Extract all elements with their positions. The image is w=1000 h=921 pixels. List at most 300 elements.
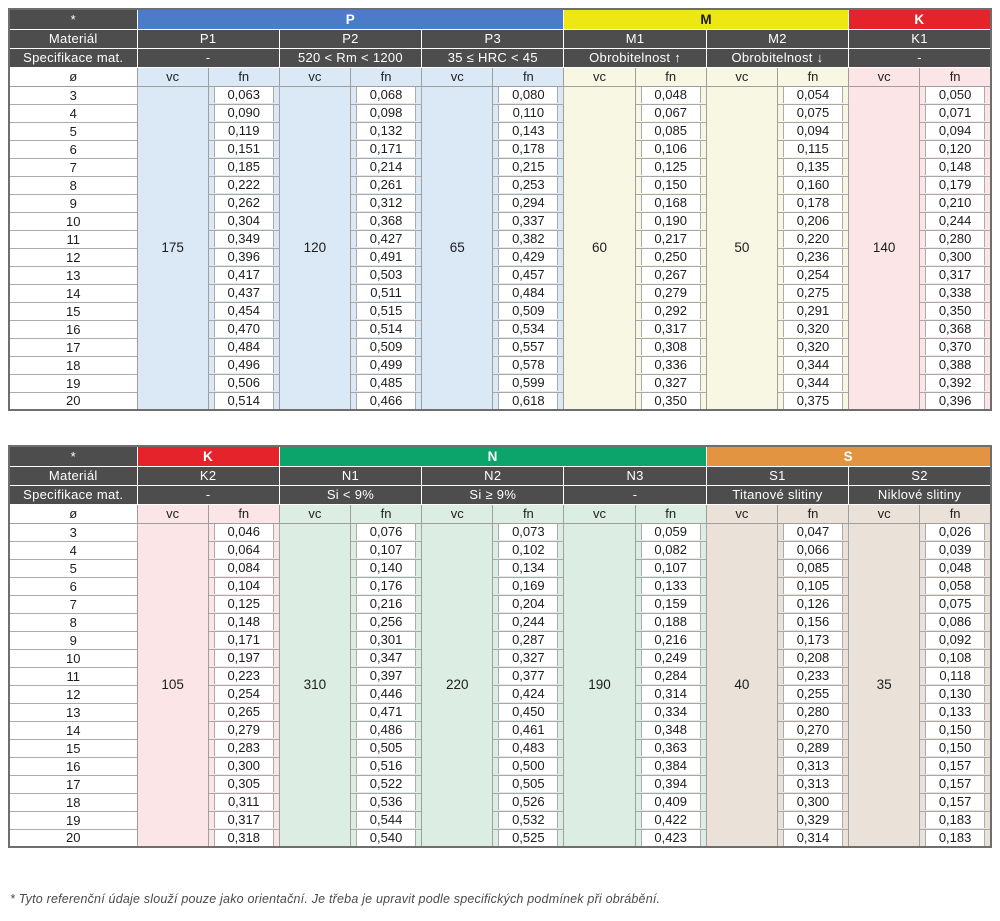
- fn-value-P2: 0,509: [356, 339, 416, 355]
- fn-cell-P1: [208, 194, 279, 212]
- fn-cell-P3: [493, 86, 564, 104]
- fn-cell-P1: [208, 176, 279, 194]
- fn-cell-K2: [208, 775, 279, 793]
- fn-value-P2: 0,515: [356, 303, 416, 319]
- fn-cell-S1: [777, 667, 848, 685]
- fn-value-S1: 0,313: [783, 776, 843, 792]
- fn-cell-S2: [920, 793, 991, 811]
- fn-cell-K1: [920, 248, 991, 266]
- fn-header-S2: fn: [920, 504, 991, 523]
- fn-value-P1: 0,151: [214, 141, 274, 157]
- vc-value-S2: 35: [849, 523, 920, 847]
- fn-cell-N3: [635, 541, 706, 559]
- fn-value-K2: 0,311: [214, 794, 274, 810]
- vc-header-N2: vc: [422, 504, 493, 523]
- fn-cell-K2: [208, 703, 279, 721]
- fn-cell-P2: [350, 356, 421, 374]
- diameter-cell: 5: [9, 559, 137, 577]
- vc-value-M2: 50: [706, 86, 777, 410]
- fn-value-K2: 0,197: [214, 650, 274, 666]
- diameter-cell: 17: [9, 338, 137, 356]
- fn-cell-P1: [208, 338, 279, 356]
- fn-cell-N2: [493, 703, 564, 721]
- fn-cell-K2: [208, 631, 279, 649]
- group-header-N: N: [279, 446, 706, 466]
- fn-cell-P2: [350, 86, 421, 104]
- fn-value-N1: 0,446: [356, 686, 416, 702]
- fn-cell-P3: [493, 338, 564, 356]
- fn-value-N3: 0,216: [641, 632, 701, 648]
- fn-cell-P1: [208, 158, 279, 176]
- fn-cell-N3: [635, 793, 706, 811]
- fn-value-P1: 0,484: [214, 339, 274, 355]
- fn-cell-P1: [208, 122, 279, 140]
- fn-cell-N1: [350, 775, 421, 793]
- fn-cell-N1: [350, 577, 421, 595]
- fn-value-P2: 0,511: [356, 285, 416, 301]
- fn-cell-M2: [777, 140, 848, 158]
- fn-cell-K1: [920, 356, 991, 374]
- vc-header-P1: vc: [137, 67, 208, 86]
- fn-cell-P1: [208, 140, 279, 158]
- fn-cell-S2: [920, 649, 991, 667]
- fn-value-S2: 0,058: [925, 578, 985, 594]
- diameter-cell: 12: [9, 248, 137, 266]
- fn-value-N2: 0,327: [498, 650, 558, 666]
- fn-cell-P1: [208, 302, 279, 320]
- fn-value-N3: 0,059: [641, 524, 701, 540]
- fn-value-M1: 0,125: [641, 159, 701, 175]
- material-name-P2: P2: [279, 29, 421, 48]
- material-spec-N2: Si ≥ 9%: [422, 485, 564, 504]
- fn-value-K2: 0,148: [214, 614, 274, 630]
- fn-cell-N1: [350, 649, 421, 667]
- fn-cell-N3: [635, 685, 706, 703]
- diameter-cell: 20: [9, 392, 137, 410]
- fn-cell-N1: [350, 541, 421, 559]
- fn-value-S2: 0,183: [925, 812, 985, 828]
- vc-header-K2: vc: [137, 504, 208, 523]
- group-header-row: [9, 9, 991, 29]
- diameter-cell: 4: [9, 104, 137, 122]
- vc-value-P1: 175: [137, 86, 208, 410]
- fn-cell-K2: [208, 667, 279, 685]
- fn-cell-N2: [493, 811, 564, 829]
- fn-cell-N1: [350, 739, 421, 757]
- vc-header-M1: vc: [564, 67, 635, 86]
- fn-value-M2: 0,254: [783, 267, 843, 283]
- fn-cell-N2: [493, 595, 564, 613]
- fn-cell-M2: [777, 338, 848, 356]
- fn-cell-M1: [635, 140, 706, 158]
- fn-cell-K1: [920, 158, 991, 176]
- fn-value-M2: 0,178: [783, 195, 843, 211]
- fn-cell-K1: [920, 140, 991, 158]
- material-name-M2: M2: [706, 29, 848, 48]
- fn-value-P2: 0,368: [356, 213, 416, 229]
- fn-cell-M2: [777, 356, 848, 374]
- fn-value-N3: 0,334: [641, 704, 701, 720]
- fn-value-N2: 0,244: [498, 614, 558, 630]
- fn-value-P1: 0,262: [214, 195, 274, 211]
- fn-cell-M1: [635, 392, 706, 410]
- fn-value-K1: 0,350: [925, 303, 985, 319]
- fn-cell-K1: [920, 212, 991, 230]
- group-header-K: K: [137, 446, 279, 466]
- material-name-row: [9, 29, 991, 48]
- fn-cell-S2: [920, 829, 991, 847]
- fn-value-N1: 0,505: [356, 740, 416, 756]
- fn-value-N3: 0,249: [641, 650, 701, 666]
- fn-value-K2: 0,125: [214, 596, 274, 612]
- fn-cell-P3: [493, 122, 564, 140]
- vc-header-K1: vc: [849, 67, 920, 86]
- fn-cell-N3: [635, 775, 706, 793]
- fn-value-P2: 0,499: [356, 357, 416, 373]
- fn-value-N1: 0,516: [356, 758, 416, 774]
- fn-value-M1: 0,308: [641, 339, 701, 355]
- fn-value-M1: 0,250: [641, 249, 701, 265]
- fn-value-P1: 0,222: [214, 177, 274, 193]
- fn-value-M1: 0,267: [641, 267, 701, 283]
- fn-cell-P3: [493, 374, 564, 392]
- fn-value-P2: 0,132: [356, 123, 416, 139]
- diameter-cell: 19: [9, 811, 137, 829]
- fn-cell-S2: [920, 595, 991, 613]
- fn-value-M2: 0,135: [783, 159, 843, 175]
- fn-cell-M2: [777, 176, 848, 194]
- fn-cell-P3: [493, 248, 564, 266]
- fn-cell-N2: [493, 757, 564, 775]
- fn-value-N2: 0,505: [498, 776, 558, 792]
- diameter-header: ø: [9, 504, 137, 523]
- vc-value-N3: 190: [564, 523, 635, 847]
- fn-cell-P3: [493, 194, 564, 212]
- fn-value-M1: 0,067: [641, 105, 701, 121]
- fn-cell-N3: [635, 739, 706, 757]
- vc-header-S1: vc: [706, 504, 777, 523]
- fn-cell-M2: [777, 86, 848, 104]
- fn-value-K2: 0,171: [214, 632, 274, 648]
- fn-value-P3: 0,178: [498, 141, 558, 157]
- fn-value-K1: 0,317: [925, 267, 985, 283]
- fn-value-N1: 0,471: [356, 704, 416, 720]
- fn-value-N3: 0,363: [641, 740, 701, 756]
- fn-cell-N2: [493, 541, 564, 559]
- fn-cell-N2: [493, 721, 564, 739]
- fn-cell-N2: [493, 793, 564, 811]
- fn-cell-S2: [920, 811, 991, 829]
- fn-cell-P2: [350, 320, 421, 338]
- fn-cell-S1: [777, 739, 848, 757]
- group-header-S: S: [706, 446, 991, 466]
- fn-value-K1: 0,368: [925, 321, 985, 337]
- fn-value-P3: 0,337: [498, 213, 558, 229]
- fn-cell-K2: [208, 811, 279, 829]
- fn-value-N1: 0,176: [356, 578, 416, 594]
- fn-value-P1: 0,396: [214, 249, 274, 265]
- fn-value-P3: 0,599: [498, 375, 558, 391]
- fn-value-K1: 0,179: [925, 177, 985, 193]
- fn-value-S2: 0,157: [925, 776, 985, 792]
- fn-cell-M2: [777, 284, 848, 302]
- fn-cell-K1: [920, 122, 991, 140]
- fn-cell-P3: [493, 302, 564, 320]
- fn-value-S2: 0,133: [925, 704, 985, 720]
- fn-cell-P3: [493, 356, 564, 374]
- fn-cell-S1: [777, 811, 848, 829]
- fn-value-M1: 0,327: [641, 375, 701, 391]
- fn-cell-N3: [635, 667, 706, 685]
- group-header-P: P: [137, 9, 564, 29]
- fn-cell-P2: [350, 266, 421, 284]
- fn-value-K1: 0,244: [925, 213, 985, 229]
- fn-cell-P3: [493, 104, 564, 122]
- table-row: [9, 86, 991, 104]
- vc-header-N1: vc: [279, 504, 350, 523]
- fn-value-P3: 0,484: [498, 285, 558, 301]
- fn-value-S1: 0,233: [783, 668, 843, 684]
- fn-cell-M2: [777, 248, 848, 266]
- fn-cell-P3: [493, 230, 564, 248]
- fn-cell-N2: [493, 685, 564, 703]
- fn-value-P1: 0,514: [214, 393, 274, 409]
- fn-value-K2: 0,084: [214, 560, 274, 576]
- material-spec-P1: -: [137, 48, 279, 67]
- group-header-K: K: [849, 9, 991, 29]
- fn-cell-K1: [920, 230, 991, 248]
- fn-value-N3: 0,423: [641, 830, 701, 846]
- spec-row-label: Specifikace mat.: [9, 48, 137, 67]
- vc-value-P3: 65: [422, 86, 493, 410]
- fn-cell-P1: [208, 266, 279, 284]
- fn-cell-S1: [777, 559, 848, 577]
- fn-cell-M1: [635, 338, 706, 356]
- fn-cell-S1: [777, 595, 848, 613]
- fn-header-K1: fn: [920, 67, 991, 86]
- fn-cell-P1: [208, 392, 279, 410]
- fn-value-N2: 0,526: [498, 794, 558, 810]
- fn-value-N2: 0,102: [498, 542, 558, 558]
- fn-value-N2: 0,532: [498, 812, 558, 828]
- fn-value-K2: 0,223: [214, 668, 274, 684]
- material-spec-M2: Obrobitelnost ↓: [706, 48, 848, 67]
- fn-value-K1: 0,050: [925, 87, 985, 103]
- fn-cell-N3: [635, 829, 706, 847]
- fn-value-P2: 0,312: [356, 195, 416, 211]
- fn-value-S2: 0,039: [925, 542, 985, 558]
- fn-cell-P2: [350, 248, 421, 266]
- diameter-cell: 11: [9, 230, 137, 248]
- fn-header-P3: fn: [493, 67, 564, 86]
- fn-value-S2: 0,026: [925, 524, 985, 540]
- fn-value-N1: 0,522: [356, 776, 416, 792]
- vc-value-K2: 105: [137, 523, 208, 847]
- material-spec-row: [9, 485, 991, 504]
- fn-cell-S2: [920, 667, 991, 685]
- fn-value-P2: 0,427: [356, 231, 416, 247]
- fn-value-P1: 0,119: [214, 123, 274, 139]
- fn-cell-K1: [920, 86, 991, 104]
- fn-value-P1: 0,349: [214, 231, 274, 247]
- fn-value-K1: 0,396: [925, 393, 985, 409]
- fn-cell-M1: [635, 194, 706, 212]
- material-row-label: Materiál: [9, 466, 137, 485]
- fn-value-P1: 0,454: [214, 303, 274, 319]
- fn-value-S1: 0,156: [783, 614, 843, 630]
- material-name-P3: P3: [422, 29, 564, 48]
- fn-value-M1: 0,048: [641, 87, 701, 103]
- fn-cell-K2: [208, 739, 279, 757]
- fn-value-N3: 0,394: [641, 776, 701, 792]
- fn-cell-K1: [920, 392, 991, 410]
- fn-value-P3: 0,294: [498, 195, 558, 211]
- fn-cell-S1: [777, 541, 848, 559]
- fn-cell-S2: [920, 685, 991, 703]
- fn-cell-N1: [350, 613, 421, 631]
- fn-header-N2: fn: [493, 504, 564, 523]
- fn-value-N2: 0,461: [498, 722, 558, 738]
- fn-value-P3: 0,110: [498, 105, 558, 121]
- fn-value-S2: 0,183: [925, 830, 985, 846]
- fn-value-S2: 0,157: [925, 758, 985, 774]
- fn-value-P1: 0,437: [214, 285, 274, 301]
- fn-value-S1: 0,300: [783, 794, 843, 810]
- fn-value-P3: 0,618: [498, 393, 558, 409]
- fn-value-M2: 0,075: [783, 105, 843, 121]
- fn-cell-N2: [493, 829, 564, 847]
- fn-value-S2: 0,086: [925, 614, 985, 630]
- fn-value-P3: 0,557: [498, 339, 558, 355]
- fn-cell-P2: [350, 158, 421, 176]
- fn-value-N1: 0,486: [356, 722, 416, 738]
- diameter-cell: 15: [9, 302, 137, 320]
- fn-value-S1: 0,173: [783, 632, 843, 648]
- fn-value-K1: 0,120: [925, 141, 985, 157]
- diameter-cell: 8: [9, 613, 137, 631]
- fn-value-M1: 0,190: [641, 213, 701, 229]
- fn-cell-K2: [208, 541, 279, 559]
- fn-cell-S2: [920, 775, 991, 793]
- fn-value-S2: 0,150: [925, 740, 985, 756]
- diameter-cell: 17: [9, 775, 137, 793]
- material-spec-K2: -: [137, 485, 279, 504]
- diameter-cell: 7: [9, 595, 137, 613]
- fn-cell-N3: [635, 523, 706, 541]
- fn-cell-K2: [208, 577, 279, 595]
- fn-cell-N2: [493, 613, 564, 631]
- fn-cell-M1: [635, 212, 706, 230]
- diameter-cell: 16: [9, 320, 137, 338]
- fn-value-N2: 0,483: [498, 740, 558, 756]
- fn-cell-N2: [493, 523, 564, 541]
- fn-value-M1: 0,292: [641, 303, 701, 319]
- fn-value-N1: 0,540: [356, 830, 416, 846]
- fn-cell-N2: [493, 775, 564, 793]
- fn-cell-P1: [208, 104, 279, 122]
- material-spec-N1: Si < 9%: [279, 485, 421, 504]
- group-header-row: [9, 446, 991, 466]
- fn-cell-N1: [350, 595, 421, 613]
- fn-value-S1: 0,085: [783, 560, 843, 576]
- fn-cell-K2: [208, 793, 279, 811]
- fn-cell-M2: [777, 266, 848, 284]
- fn-value-P3: 0,382: [498, 231, 558, 247]
- fn-value-K2: 0,279: [214, 722, 274, 738]
- fn-value-M2: 0,220: [783, 231, 843, 247]
- fn-cell-P2: [350, 122, 421, 140]
- vc-header-N3: vc: [564, 504, 635, 523]
- diameter-cell: 6: [9, 577, 137, 595]
- fn-cell-M1: [635, 356, 706, 374]
- asterisk-header-cell: *: [9, 446, 137, 466]
- fn-value-S2: 0,108: [925, 650, 985, 666]
- vc-value-N1: 310: [279, 523, 350, 847]
- fn-value-P2: 0,171: [356, 141, 416, 157]
- diameter-cell: 10: [9, 649, 137, 667]
- fn-cell-S1: [777, 523, 848, 541]
- fn-value-S1: 0,255: [783, 686, 843, 702]
- material-name-K2: K2: [137, 466, 279, 485]
- fn-cell-N3: [635, 559, 706, 577]
- fn-cell-P3: [493, 320, 564, 338]
- vc-value-K1: 140: [849, 86, 920, 410]
- fn-cell-P2: [350, 140, 421, 158]
- fn-value-M2: 0,344: [783, 357, 843, 373]
- fn-value-N3: 0,384: [641, 758, 701, 774]
- fn-value-N3: 0,422: [641, 812, 701, 828]
- fn-cell-N2: [493, 739, 564, 757]
- diameter-cell: 14: [9, 721, 137, 739]
- vc-value-S1: 40: [706, 523, 777, 847]
- fn-value-S2: 0,092: [925, 632, 985, 648]
- fn-value-M1: 0,350: [641, 393, 701, 409]
- fn-value-N1: 0,076: [356, 524, 416, 540]
- fn-value-P1: 0,417: [214, 267, 274, 283]
- fn-cell-S1: [777, 613, 848, 631]
- vc-header-M2: vc: [706, 67, 777, 86]
- material-spec-row: [9, 48, 991, 67]
- fn-cell-S1: [777, 775, 848, 793]
- material-spec-N3: -: [564, 485, 706, 504]
- fn-value-K1: 0,392: [925, 375, 985, 391]
- fn-header-P1: fn: [208, 67, 279, 86]
- diameter-cell: 9: [9, 194, 137, 212]
- fn-cell-P2: [350, 302, 421, 320]
- fn-value-P1: 0,090: [214, 105, 274, 121]
- fn-value-K1: 0,210: [925, 195, 985, 211]
- material-name-S1: S1: [706, 466, 848, 485]
- fn-cell-P3: [493, 158, 564, 176]
- fn-cell-M1: [635, 374, 706, 392]
- fn-value-M1: 0,336: [641, 357, 701, 373]
- fn-value-M1: 0,106: [641, 141, 701, 157]
- group-header-M: M: [564, 9, 849, 29]
- fn-value-S1: 0,329: [783, 812, 843, 828]
- fn-value-N1: 0,140: [356, 560, 416, 576]
- fn-value-K1: 0,071: [925, 105, 985, 121]
- fn-cell-M1: [635, 176, 706, 194]
- fn-value-N3: 0,314: [641, 686, 701, 702]
- fn-value-S1: 0,047: [783, 524, 843, 540]
- fn-cell-K2: [208, 649, 279, 667]
- fn-value-N1: 0,216: [356, 596, 416, 612]
- fn-value-M1: 0,150: [641, 177, 701, 193]
- material-name-N2: N2: [422, 466, 564, 485]
- fn-cell-S1: [777, 721, 848, 739]
- fn-cell-N3: [635, 757, 706, 775]
- fn-value-M2: 0,375: [783, 393, 843, 409]
